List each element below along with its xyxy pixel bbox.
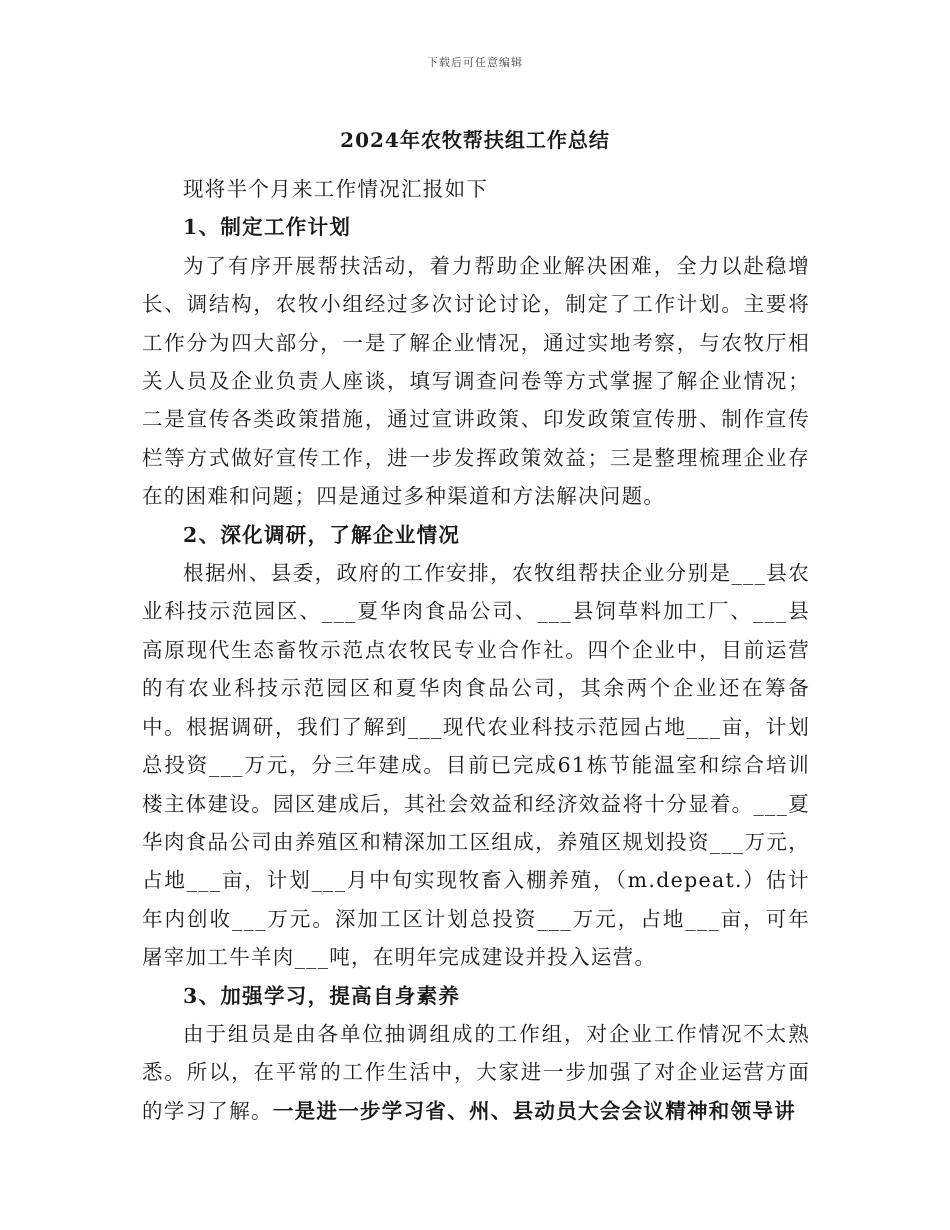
header-note: 下载后可任意编辑 bbox=[427, 56, 523, 69]
section-heading-2: 2、深化调研，了解企业情况 bbox=[183, 522, 461, 547]
section-heading-3: 3、加强学习，提高自身素养 bbox=[183, 983, 461, 1008]
section-heading-1: 1、制定工作计划 bbox=[183, 215, 352, 240]
section-body-2: 根据州、县委，政府的工作安排，农牧组帮扶企业分别是___县农业科技示范园区、___夏华肉食品公司、___县饲草料加工厂、___县高原现代生态畜牧示范点农牧民专业合作社。四个企业中，目前运营的有农业科技示范园区和夏华肉食品公司，其余两个企业还在筹备中。根据调研，我们了解到___现代农业科技示范园占地___亩，计划总投资___万元，分三年建成。目前已完成61栋节能温室和综合培训楼主体建设。园区建成后，其社会效益和经济效益将十分显着。___夏华肉食品公司由养殖区和精深加工区组成，养殖区规划投资___万元，占地___亩，计划___月中旬实现牧畜入棚养殖，（m.depeat.）估计年内创收___万元。深加工区计划总投资___万元，占地___亩，可年屠宰加工牛羊肉___吨，在明年完成建设并投入运营。 bbox=[142, 561, 810, 970]
section-body-3-text: 由于组员是由各单位抽调组成的工作组，对企业工作情况不太熟悉。所以，在平常的工作生活中，大家进一步加强了对企业运营方面的学习了解。 bbox=[142, 1021, 810, 1123]
document-title: 2024年农牧帮扶组工作总结 bbox=[340, 128, 610, 152]
section-body-3 bbox=[142, 1015, 810, 1130]
section-body-3-bold-text: 一是进一步学习省、州、县动员大会会议精神和领导讲 bbox=[272, 1098, 797, 1123]
intro-paragraph: 现将半个月来工作情况汇报如下 bbox=[183, 177, 489, 201]
section-body-1: 为了有序开展帮扶活动，着力帮助企业解决困难，全力以赴稳增长、调结构，农牧小组经过多次讨论讨论，制定了工作计划。主要将工作分为四大部分，一是了解企业情况，通过实地考察，与农牧厅相关人员及企业负责人座谈，填写调查问卷等方式掌握了解企业情况；二是宣传各类政策措施，通过宣讲政策、印发政策宣传册、制作宣传栏等方式做好宣传工作，进一步发挥政策效益；三是整理梳理企业存在的困难和问题；四是通过多种渠道和方法解决问题。 bbox=[142, 253, 810, 509]
document-body bbox=[142, 170, 810, 1130]
